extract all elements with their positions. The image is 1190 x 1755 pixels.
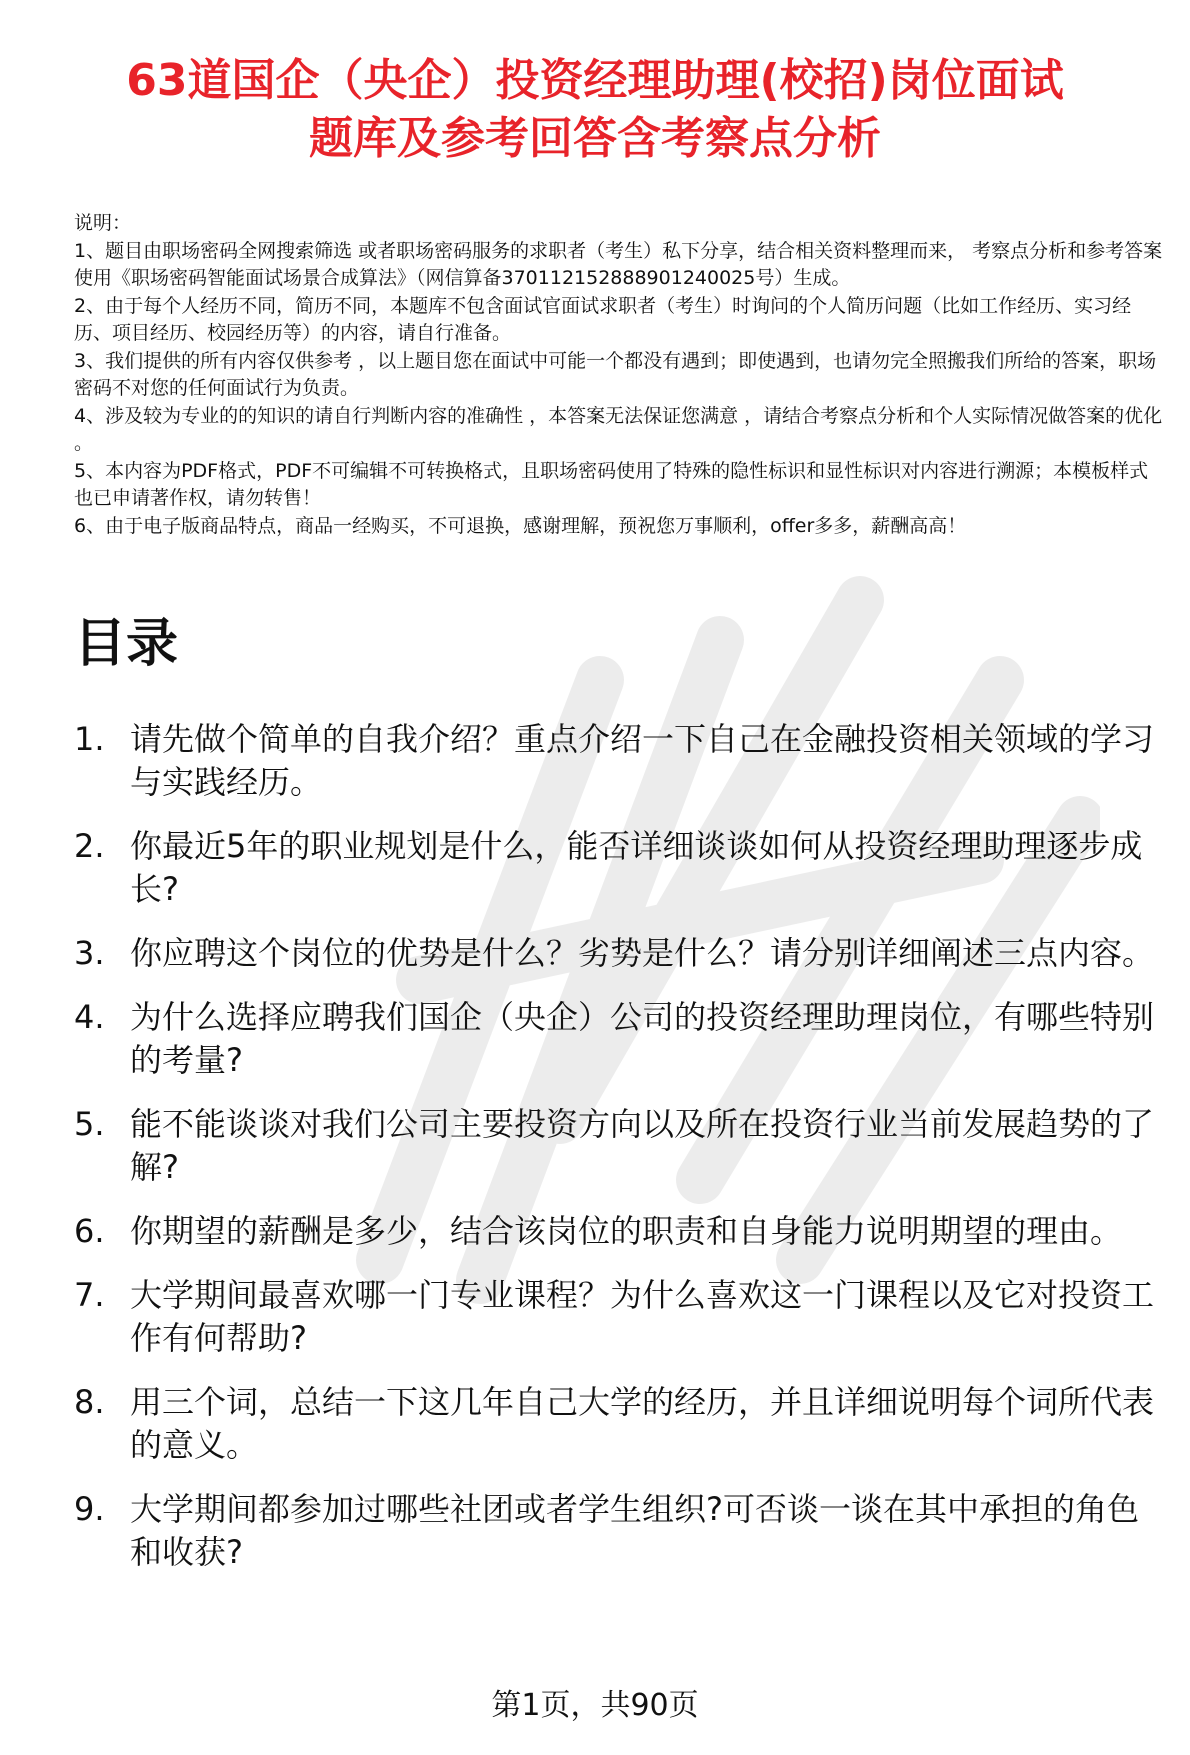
toc-list xyxy=(74,718,1164,1595)
toc-item[interactable] xyxy=(74,1381,1164,1467)
toc-item-text: 你期望的薪酬是多少，结合该岗位的职责和自身能力说明期望的理由。 xyxy=(130,1212,1123,1250)
toc-item-text: 能不能谈谈对我们公司主要投资方向以及所在投资行业当前发展趋势的了解? xyxy=(130,1105,1155,1186)
title-line-1: 63道国企（央企）投资经理助理(校招)岗位面试 xyxy=(126,55,1064,106)
toc-item[interactable] xyxy=(74,825,1164,911)
toc-item-number: 2. xyxy=(74,827,105,865)
toc-item-number: 5. xyxy=(74,1105,105,1143)
instructions-section xyxy=(74,210,1164,540)
toc-item[interactable] xyxy=(74,932,1164,975)
toc-item-number: 4. xyxy=(74,998,105,1036)
toc-item-text: 大学期间都参加过哪些社团或者学生组织?可否谈一谈在其中承担的角色和收获? xyxy=(130,1490,1139,1571)
toc-item-number: 7. xyxy=(74,1276,105,1314)
toc-item-text: 你最近5年的职业规划是什么，能否详细谈谈如何从投资经理助理逐步成长? xyxy=(130,827,1143,908)
toc-item[interactable] xyxy=(74,1274,1164,1360)
toc-item-text: 大学期间最喜欢哪一门专业课程？为什么喜欢这一门课程以及它对投资工作有何帮助? xyxy=(130,1276,1155,1357)
toc-item-number: 3. xyxy=(74,934,105,972)
instruction-item: 2、由于每个人经历不同，简历不同，本题库不包含面试官面试求职者（考生）时询问的个人简历问题（比如工作经历、实习经历、项目经历、校园经历等）的内容，请自行准备。 xyxy=(74,294,1132,344)
toc-item[interactable] xyxy=(74,1210,1164,1253)
toc-item-number: 6. xyxy=(74,1212,105,1250)
instruction-item: 1、题目由职场密码全网搜索筛选 或者职场密码服务的求职者（考生）私下分享，结合相关资料整理而来， 考察点分析和参考答案使用《职场密码智能面试场景合成算法》（网信算备370112152888901240025号）生成。 xyxy=(74,239,1163,289)
instruction-item: 4、涉及较为专业的的知识的请自行判断内容的准确性 ，本答案无法保证您满意 ，请结合考察点分析和个人实际情况做答案的优化 。 xyxy=(74,404,1163,454)
toc-item-text: 用三个词，总结一下这几年自己大学的经历，并且详细说明每个词所代表的意义。 xyxy=(130,1383,1155,1464)
toc-item[interactable] xyxy=(74,1103,1164,1189)
toc-item[interactable] xyxy=(74,996,1164,1082)
toc-heading: 目录 xyxy=(74,614,179,674)
toc-item-number: 9. xyxy=(74,1490,105,1528)
toc-item-number: 8. xyxy=(74,1383,105,1421)
toc-item[interactable] xyxy=(74,1488,1164,1574)
toc-item-number: 1. xyxy=(74,720,105,758)
title-line-2: 题库及参考回答含考察点分析 xyxy=(309,113,881,164)
instruction-item: 6、由于电子版商品特点，商品一经购买，不可退换，感谢理解，预祝您万事顺利，offer多多，薪酬高高！ xyxy=(74,514,967,537)
toc-item-text: 请先做个简单的自我介绍？重点介绍一下自己在金融投资相关领域的学习与实践经历。 xyxy=(130,720,1155,801)
instructions-heading: 说明： xyxy=(74,212,132,234)
page-title xyxy=(60,52,1130,168)
toc-item[interactable] xyxy=(74,718,1164,804)
instruction-item: 5、本内容为PDF格式，PDF不可编辑不可转换格式，且职场密码使用了特殊的隐性标识和显性标识对内容进行溯源；本模板样式也已申请著作权，请勿转售！ xyxy=(74,459,1149,509)
toc-item-text: 你应聘这个岗位的优势是什么？劣势是什么？请分别详细阐述三点内容。 xyxy=(130,934,1155,972)
toc-item-text: 为什么选择应聘我们国企（央企）公司的投资经理助理岗位，有哪些特别的考量? xyxy=(130,998,1155,1079)
instruction-item: 3、我们提供的所有内容仅供参考 ，以上题目您在面试中可能一个都没有遇到；即使遇到，也请勿完全照搬我们所给的答案，职场密码不对您的任何面试行为负责。 xyxy=(74,349,1157,399)
page-number: 第1页，共90页 xyxy=(491,1688,699,1723)
